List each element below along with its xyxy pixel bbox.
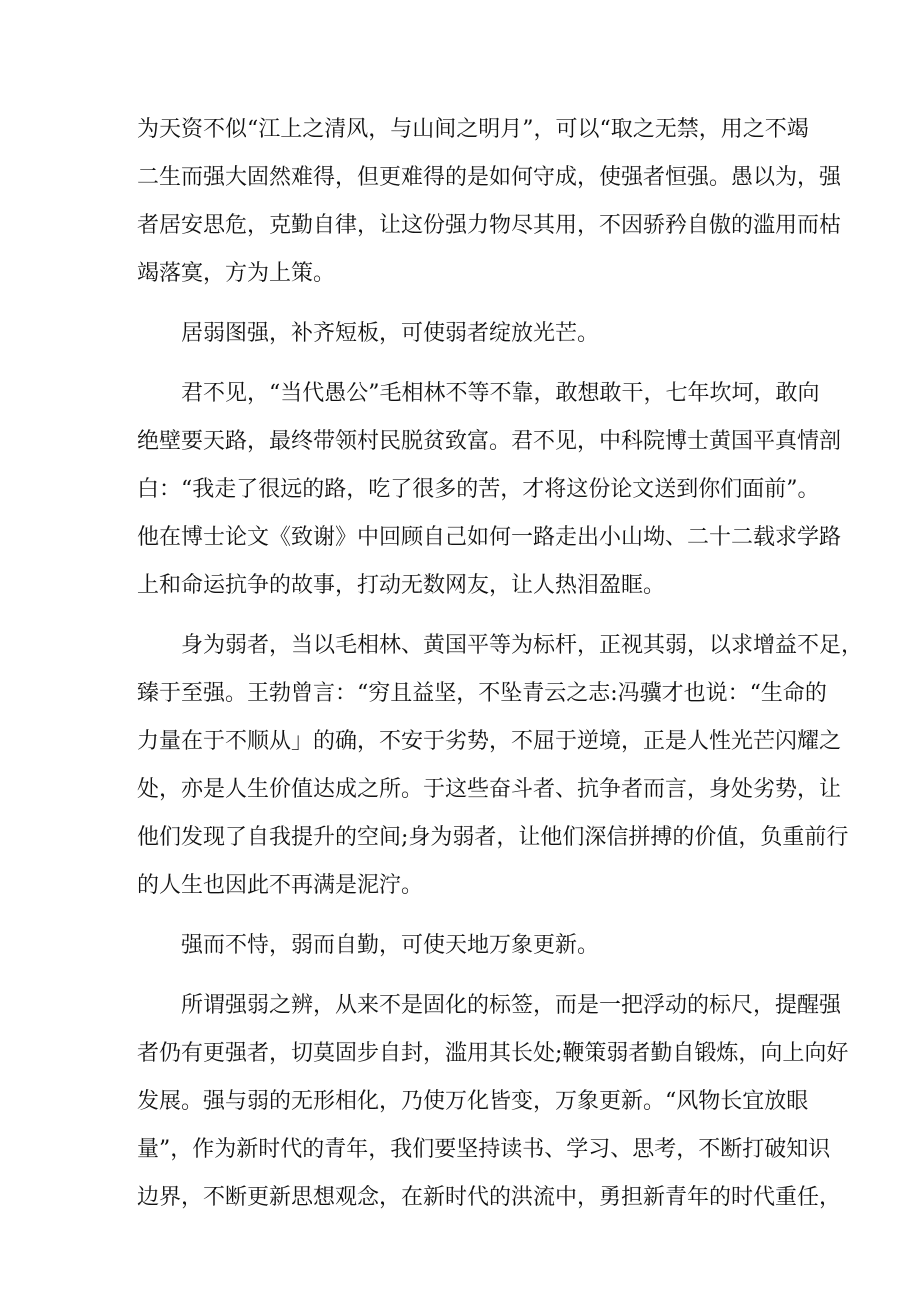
paragraph-5 bbox=[137, 922, 783, 970]
paragraph-1 bbox=[137, 106, 842, 298]
paragraph-spacer bbox=[137, 358, 783, 370]
section-heading-line: 强而不恃，弱而自勤，可使天地万象更新。 bbox=[181, 933, 600, 958]
text-line: 的人生也因此不再满是泥泞。 bbox=[137, 873, 424, 898]
text-line: 身为弱者，当以毛相林、黄国平等为标杆，正视其弱，以求增益不足， bbox=[181, 633, 864, 658]
text-line: 他在博士论文《致谢》中回顾自己如何一路走出小山坳、二十二载求学路 bbox=[137, 525, 842, 550]
paragraph-3 bbox=[137, 370, 842, 610]
text-line: 他们发现了自我提升的空间;身为弱者，让他们深信拼搏的价值，负重前行 bbox=[137, 825, 849, 850]
paragraph-4 bbox=[137, 622, 864, 910]
text-line: 所谓强弱之辨，从来不是固化的标签，而是一把浮动的标尺，提醒强 bbox=[181, 993, 842, 1018]
paragraph-6 bbox=[137, 982, 849, 1222]
text-line: 为天资不似“江上之清风，与山间之明月”，可以“取之无禁，用之不竭 bbox=[137, 117, 809, 142]
text-line: 处，亦是人生价值达成之所。于这些奋斗者、抗争者而言，身处劣势，让 bbox=[137, 777, 842, 802]
paragraph-spacer bbox=[137, 298, 783, 310]
text-line: 绝壁要天路，最终带领村民脱贫致富。君不见，中科院博士黄国平真情剖 bbox=[137, 429, 842, 454]
text-line: 上和命运抗争的故事，打动无数网友，让人热泪盈眶。 bbox=[137, 573, 666, 598]
text-line: 竭落寞，方为上策。 bbox=[137, 261, 336, 286]
text-line: 量”，作为新时代的青年，我们要坚持读书、学习、思考，不断打破知识 bbox=[137, 1137, 831, 1162]
text-line: 力量在于不顺从」的确，不安于劣势，不屈于逆境，正是人性光芒闪耀之 bbox=[137, 729, 842, 754]
paragraph-spacer bbox=[137, 610, 783, 622]
text-line: 二生而强大固然难得，但更难得的是如何守成，使强者恒强。愚以为，强 bbox=[137, 165, 842, 190]
paragraph-spacer bbox=[137, 910, 783, 922]
text-line: 君不见，“当代愚公”毛相林不等不靠，敢想敢干，七年坎坷，敢向 bbox=[181, 381, 820, 406]
text-line: 臻于至强。王勃曾言：“穷且益坚，不坠青云之志:冯骥才也说：“生命的 bbox=[137, 681, 827, 706]
text-line: 发展。强与弱的无形相化，乃使万化皆变，万象更新。“风物长宜放眼 bbox=[137, 1089, 809, 1114]
text-line: 者居安思危，克勤自律，让这份强力物尽其用，不因骄矜自傲的滥用而枯 bbox=[137, 213, 842, 238]
paragraph-spacer bbox=[137, 970, 783, 982]
text-line: 者仍有更强者，切莫固步自封，滥用其长处;鞭策弱者勤自锻炼，向上向好 bbox=[137, 1041, 849, 1066]
essay-body bbox=[137, 106, 864, 1222]
text-line: 白：“我走了很远的路，吃了很多的苦，才将这份论文送到你们面前”。 bbox=[137, 477, 820, 502]
section-heading-line: 居弱图强，补齐短板，可使弱者绽放光芒。 bbox=[181, 321, 600, 346]
text-line: 边界，不断更新思想观念，在新时代的洪流中，勇担新青年的时代重任， bbox=[137, 1185, 842, 1210]
paragraph-2 bbox=[137, 310, 783, 358]
